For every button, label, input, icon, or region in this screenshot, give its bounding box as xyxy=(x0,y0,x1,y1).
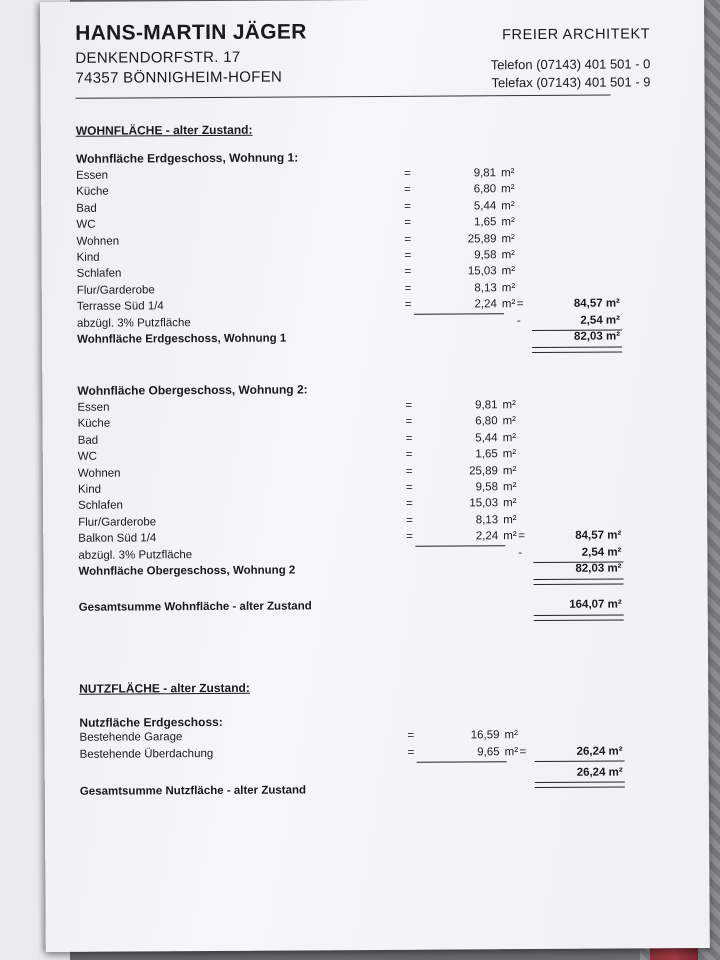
room-label: Bad xyxy=(77,434,99,447)
room-label: Flur/Garderobe xyxy=(78,516,157,529)
equals-sign: = xyxy=(404,167,411,180)
equals-sign: = xyxy=(404,233,412,246)
subtotal-value: 84,57 m² xyxy=(575,529,622,542)
equals-sign: = xyxy=(518,530,526,543)
area-value: 9,81 xyxy=(475,399,498,412)
room-label: Bestehende Überdachung xyxy=(79,747,214,761)
equals-sign: = xyxy=(404,298,412,311)
area-value: 25,89 xyxy=(469,464,498,478)
room-label: Küche xyxy=(77,417,111,431)
area-value: 5,44 xyxy=(475,432,498,445)
room-label: Bestehende Garage xyxy=(79,731,183,744)
equals-sign: = xyxy=(404,249,412,262)
room-label: Kind xyxy=(76,251,100,264)
area-unit: m² xyxy=(502,431,517,445)
area-value: 16,59 xyxy=(470,729,500,742)
equals-sign: = xyxy=(406,498,413,511)
nutz-title: Nutzfläche Erdgeschoss: xyxy=(79,714,223,730)
area-unit: m² xyxy=(504,729,518,742)
room-label: Balkon Süd 1/4 xyxy=(78,532,157,545)
phone-number: Telefon (07143) 401 501 - 0 xyxy=(490,56,651,73)
area-value: 2,24 xyxy=(474,298,497,311)
area-unit: m² xyxy=(503,530,517,543)
deduction-label: abzügl. 3% Putzfläche xyxy=(76,316,191,330)
room-label: Flur/Garderobe xyxy=(76,284,155,297)
equals-sign: = xyxy=(405,416,413,429)
area-unit: m² xyxy=(504,746,519,759)
equals-sign: = xyxy=(405,399,413,412)
equals-sign: = xyxy=(407,729,415,742)
equals-sign: = xyxy=(404,184,411,197)
grand-total-nutz-double-line xyxy=(535,781,625,788)
wohnflaeche-heading: WOHNFLÄCHE - alter Zustand: xyxy=(75,122,253,138)
address-city: 74357 BÖNNIGHEIM-HOFEN xyxy=(75,68,283,87)
room-label: Bad xyxy=(76,202,97,215)
nutz-subtotal-underline xyxy=(535,760,625,762)
area-value: 9,65 xyxy=(477,746,500,759)
area-unit: m² xyxy=(501,281,516,295)
equals-sign: = xyxy=(405,432,413,445)
total-value: 82,03 m² xyxy=(573,330,621,343)
equals-sign: = xyxy=(404,282,412,295)
area-unit: m² xyxy=(501,298,516,311)
area-value: 9,58 xyxy=(475,481,499,494)
area-unit: m² xyxy=(502,415,517,428)
area-value: 8,13 xyxy=(474,282,497,295)
eg-title: Wohnfläche Erdgeschoss, Wohnung 1: xyxy=(75,150,299,166)
deduction-value: 2,54 m² xyxy=(580,314,620,327)
area-value: 6,80 xyxy=(475,415,498,428)
total-value: 82,03 m² xyxy=(575,562,622,575)
area-unit: m² xyxy=(502,399,516,412)
area-value: 6,80 xyxy=(473,183,497,196)
equals-sign: = xyxy=(406,514,413,527)
area-value: 8,13 xyxy=(475,514,499,527)
og-total-double-line xyxy=(534,578,624,585)
nutz-room-row xyxy=(79,728,639,747)
room-label: Essen xyxy=(76,169,109,182)
area-unit: m² xyxy=(502,464,517,477)
equals-sign: = xyxy=(519,746,527,759)
area-unit: m² xyxy=(501,249,516,262)
document-page xyxy=(40,0,710,952)
grand-total-nutz-value: 26,24 m² xyxy=(576,766,623,779)
area-unit: m² xyxy=(503,513,517,527)
equals-sign: = xyxy=(405,481,413,494)
document-content xyxy=(60,0,666,942)
room-label: Terrasse Süd 1/4 xyxy=(76,300,164,313)
room-label: Essen xyxy=(77,401,110,414)
og-title: Wohnfläche Obergeschoss, Wohnung 2: xyxy=(77,382,308,398)
nutz-sum-underline xyxy=(417,761,507,763)
room-label: Kind xyxy=(77,483,102,496)
area-unit: m² xyxy=(502,481,517,494)
area-value: 25,89 xyxy=(467,232,497,246)
area-unit: m² xyxy=(501,199,515,213)
equals-sign: = xyxy=(404,216,412,229)
area-value: 1,65 xyxy=(473,216,497,229)
minus-sign: - xyxy=(518,546,523,559)
total-label: Wohnfläche Obergeschoss, Wohnung 2 xyxy=(78,564,296,578)
grand-total-wohn-label: Gesamtsumme Wohnfläche - alter Zustand xyxy=(78,600,312,614)
area-unit: m² xyxy=(501,232,515,245)
eg-total-double-line xyxy=(532,346,622,353)
area-unit: m² xyxy=(501,183,515,196)
room-label: WC xyxy=(76,218,96,231)
equals-sign: = xyxy=(404,200,412,213)
architect-name: HANS-MARTIN JÄGER xyxy=(75,20,307,45)
room-label: Wohnen xyxy=(77,467,121,480)
address-street: DENKENDORFSTR. 17 xyxy=(75,48,241,67)
area-value: 15,03 xyxy=(467,265,497,278)
area-value: 1,65 xyxy=(475,448,498,461)
deduction-value: 2,54 m² xyxy=(581,546,622,559)
subtotal-value: 26,24 m² xyxy=(576,745,623,758)
area-unit: m² xyxy=(503,497,517,510)
room-label: Schlafen xyxy=(76,267,122,281)
equals-sign: = xyxy=(407,746,415,759)
deduction-label: abzügl. 3% Putzfläche xyxy=(78,548,193,562)
grand-total-wohn-value: 164,07 m² xyxy=(569,598,622,611)
room-label: WC xyxy=(77,450,97,463)
area-unit: m² xyxy=(501,265,516,278)
minus-sign: - xyxy=(516,314,521,327)
room-label: Küche xyxy=(76,186,109,199)
room-label: Wohnen xyxy=(76,235,120,248)
room-label: Schlafen xyxy=(78,499,123,513)
equals-sign: = xyxy=(516,298,524,311)
header-rule xyxy=(76,95,611,99)
area-unit: m² xyxy=(501,216,515,229)
area-unit: m² xyxy=(501,167,515,180)
equals-sign: = xyxy=(405,448,413,461)
area-value: 9,81 xyxy=(473,167,497,180)
header-title xyxy=(502,26,650,43)
total-label: Wohnfläche Erdgeschoss, Wohnung 1 xyxy=(77,332,287,346)
area-value: 2,24 xyxy=(475,530,499,543)
area-value: 5,44 xyxy=(473,200,497,213)
grand-total-wohn-double-line xyxy=(534,614,624,621)
equals-sign: = xyxy=(404,266,412,279)
equals-sign: = xyxy=(405,465,413,478)
area-unit: m² xyxy=(502,448,517,461)
equals-sign: = xyxy=(406,530,414,543)
area-value: 9,58 xyxy=(474,249,497,262)
nutzflaeche-heading: NUTZFLÄCHE - alter Zustand: xyxy=(79,680,250,696)
grand-total-nutz-label: Gesamtsumme Nutzfläche - alter Zustand xyxy=(79,784,307,798)
fax-number: Telefax (07143) 401 501 - 9 xyxy=(491,74,651,91)
architect-title: FREIER ARCHITEKT xyxy=(501,26,651,44)
area-value: 15,03 xyxy=(469,497,499,510)
subtotal-value: 84,57 m² xyxy=(573,297,620,310)
